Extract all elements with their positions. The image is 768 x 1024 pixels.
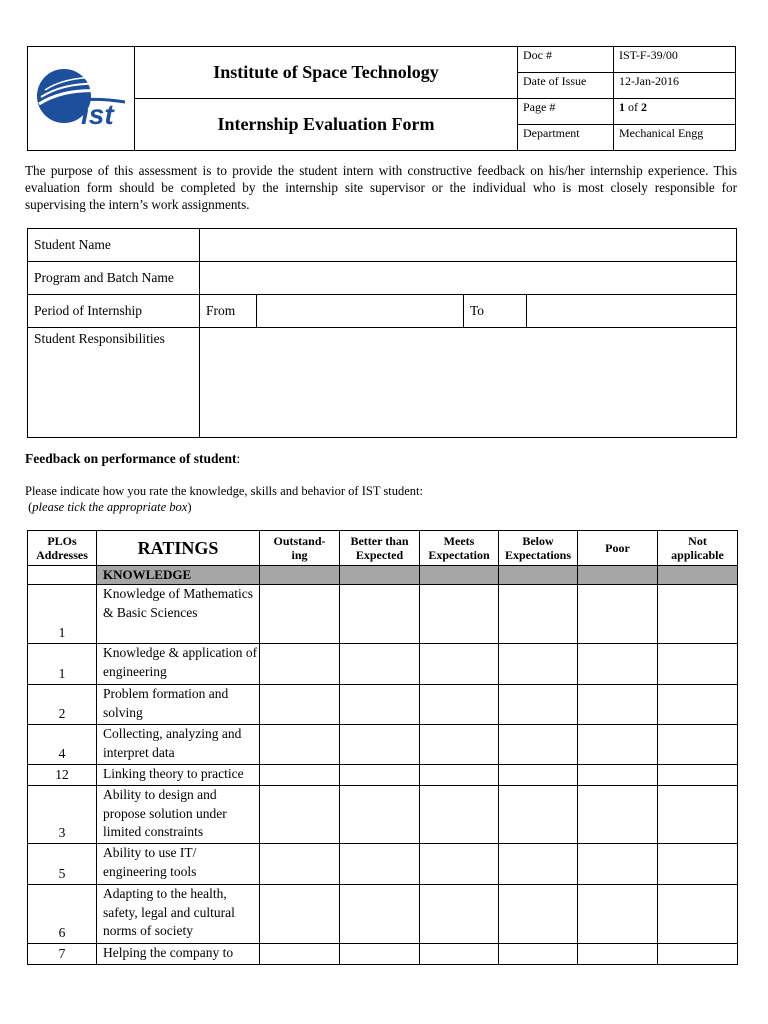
table-row bbox=[28, 944, 738, 965]
rating-checkbox-cell[interactable] bbox=[340, 844, 420, 885]
rating-checkbox-cell[interactable] bbox=[578, 765, 658, 786]
plo-cell: 4 bbox=[28, 725, 97, 765]
rating-checkbox-cell[interactable] bbox=[420, 725, 499, 765]
table-row bbox=[28, 644, 738, 685]
rating-checkbox-cell[interactable] bbox=[260, 765, 340, 786]
rating-checkbox-cell[interactable] bbox=[499, 944, 578, 965]
col-header-line2: ing bbox=[291, 548, 308, 562]
plo-cell: 6 bbox=[28, 885, 97, 944]
meta-value-date: 12-Jan-2016 bbox=[614, 73, 736, 99]
rating-checkbox-cell[interactable] bbox=[499, 844, 578, 885]
rating-checkbox-cell[interactable] bbox=[658, 885, 738, 944]
rating-checkbox-cell[interactable] bbox=[340, 644, 420, 685]
meta-value-page bbox=[614, 99, 736, 125]
table-row bbox=[28, 725, 738, 765]
student-info-table bbox=[27, 228, 737, 438]
rating-checkbox-cell[interactable] bbox=[260, 786, 340, 844]
criterion-cell: Ability to use IT/ engineering tools bbox=[97, 844, 260, 885]
to-field[interactable] bbox=[527, 295, 737, 328]
rating-checkbox-cell[interactable] bbox=[340, 685, 420, 725]
criterion-cell: Ability to design and propose solution under limited constraints bbox=[97, 786, 260, 844]
rating-checkbox-cell[interactable] bbox=[340, 885, 420, 944]
ratings-header-row bbox=[28, 531, 738, 566]
rating-checkbox-cell[interactable] bbox=[499, 644, 578, 685]
rating-checkbox-cell[interactable] bbox=[420, 685, 499, 725]
rating-checkbox-cell[interactable] bbox=[340, 944, 420, 965]
rating-checkbox-cell[interactable] bbox=[578, 725, 658, 765]
page-total: 2 bbox=[641, 100, 647, 114]
col-better-header bbox=[340, 531, 420, 566]
rating-checkbox-cell[interactable] bbox=[499, 725, 578, 765]
col-poor-header bbox=[578, 531, 658, 566]
rating-checkbox-cell[interactable] bbox=[340, 786, 420, 844]
program-batch-field[interactable] bbox=[200, 262, 737, 295]
rating-checkbox-cell[interactable] bbox=[578, 585, 658, 644]
table-row bbox=[28, 765, 738, 786]
plo-cell: 7 bbox=[28, 944, 97, 965]
meta-value-doc: IST-F-39/00 bbox=[614, 47, 736, 73]
page-of: of bbox=[628, 100, 638, 114]
table-row bbox=[28, 585, 738, 644]
col-ratings-header: RATINGS bbox=[97, 531, 260, 566]
rating-checkbox-cell[interactable] bbox=[658, 765, 738, 786]
rating-checkbox-cell[interactable] bbox=[340, 765, 420, 786]
table-row bbox=[28, 885, 738, 944]
rating-checkbox-cell[interactable] bbox=[420, 944, 499, 965]
table-row bbox=[28, 844, 738, 885]
section-fill bbox=[499, 566, 578, 585]
meta-key-date: Date of Issue bbox=[518, 73, 614, 99]
rating-checkbox-cell[interactable] bbox=[578, 944, 658, 965]
col-outstanding-header bbox=[260, 531, 340, 566]
rating-checkbox-cell[interactable] bbox=[578, 644, 658, 685]
rating-checkbox-cell[interactable] bbox=[658, 685, 738, 725]
plo-cell: 5 bbox=[28, 844, 97, 885]
plo-cell: 1 bbox=[28, 585, 97, 644]
from-field[interactable] bbox=[257, 295, 464, 328]
from-label: From bbox=[200, 295, 257, 328]
rating-checkbox-cell[interactable] bbox=[499, 786, 578, 844]
col-plo-line2: Addresses bbox=[36, 548, 88, 562]
form-title: Internship Evaluation Form bbox=[135, 99, 518, 151]
col-header-line2: Expectations bbox=[505, 548, 571, 562]
plo-cell: 1 bbox=[28, 644, 97, 685]
instruction-note-open: ( bbox=[28, 500, 33, 514]
rating-checkbox-cell[interactable] bbox=[340, 585, 420, 644]
rating-checkbox-cell[interactable] bbox=[260, 885, 340, 944]
criterion-cell: Adapting to the health, safety, legal and cultural norms of society bbox=[97, 885, 260, 944]
to-label: To bbox=[464, 295, 527, 328]
rating-checkbox-cell[interactable] bbox=[658, 944, 738, 965]
criterion-cell: Linking theory to practice bbox=[97, 765, 260, 786]
col-header-line1: Not bbox=[688, 534, 707, 548]
meta-key-doc: Doc # bbox=[518, 47, 614, 73]
col-header-line1: Better than bbox=[350, 534, 409, 548]
instruction-text: Please indicate how you rate the knowledge, skills and behavior of IST student: bbox=[25, 484, 423, 498]
col-header-line1: Outstand- bbox=[273, 534, 326, 548]
col-na-header bbox=[658, 531, 738, 566]
meta-key-department: Department bbox=[518, 125, 614, 151]
responsibilities-label: Student Responsibilities bbox=[28, 328, 200, 438]
rating-checkbox-cell[interactable] bbox=[420, 844, 499, 885]
col-header-line2: Expectation bbox=[428, 548, 490, 562]
rating-checkbox-cell[interactable] bbox=[420, 585, 499, 644]
rating-checkbox-cell[interactable] bbox=[420, 885, 499, 944]
rating-checkbox-cell[interactable] bbox=[658, 786, 738, 844]
rating-checkbox-cell[interactable] bbox=[260, 944, 340, 965]
rating-checkbox-cell[interactable] bbox=[420, 765, 499, 786]
ratings-table bbox=[27, 530, 738, 965]
rating-checkbox-cell[interactable] bbox=[260, 585, 340, 644]
rating-checkbox-cell[interactable] bbox=[260, 685, 340, 725]
rating-checkbox-cell[interactable] bbox=[578, 844, 658, 885]
svg-text:ist: ist bbox=[81, 98, 114, 130]
section-title: KNOWLEDGE bbox=[97, 566, 260, 585]
rating-checkbox-cell[interactable] bbox=[658, 585, 738, 644]
period-label: Period of Internship bbox=[28, 295, 200, 328]
plo-cell: 12 bbox=[28, 765, 97, 786]
table-row bbox=[28, 786, 738, 844]
section-fill bbox=[420, 566, 499, 585]
col-plo-header bbox=[28, 531, 97, 566]
section-plo-cell bbox=[28, 566, 97, 585]
col-header-line2: Expected bbox=[355, 548, 404, 562]
form-header bbox=[27, 46, 736, 151]
section-fill bbox=[260, 566, 340, 585]
rating-checkbox-cell[interactable] bbox=[578, 685, 658, 725]
section-fill bbox=[658, 566, 738, 585]
col-meets-header bbox=[420, 531, 499, 566]
responsibilities-field[interactable] bbox=[200, 328, 737, 438]
rating-checkbox-cell[interactable] bbox=[420, 786, 499, 844]
col-header-line1: Meets bbox=[443, 534, 475, 548]
rating-checkbox-cell[interactable] bbox=[260, 644, 340, 685]
rating-checkbox-cell[interactable] bbox=[658, 844, 738, 885]
criterion-cell: Collecting, analyzing and interpret data bbox=[97, 725, 260, 765]
student-name-label: Student Name bbox=[28, 229, 200, 262]
rating-checkbox-cell[interactable] bbox=[578, 786, 658, 844]
rating-checkbox-cell[interactable] bbox=[499, 585, 578, 644]
rating-checkbox-cell[interactable] bbox=[340, 725, 420, 765]
feedback-heading-text: Feedback on performance of student bbox=[25, 451, 237, 466]
rating-checkbox-cell[interactable] bbox=[260, 725, 340, 765]
criterion-cell: Helping the company to bbox=[97, 944, 260, 965]
meta-key-page: Page # bbox=[518, 99, 614, 125]
instruction-note-close: ) bbox=[187, 500, 192, 514]
criterion-cell: Problem formation and solving bbox=[97, 685, 260, 725]
rating-checkbox-cell[interactable] bbox=[499, 765, 578, 786]
feedback-heading: Feedback on performance of student: bbox=[25, 451, 241, 466]
col-plo-line1: PLOs bbox=[47, 534, 77, 548]
institute-name: Institute of Space Technology bbox=[135, 47, 518, 99]
meta-value-department: Mechanical Engg bbox=[614, 125, 736, 151]
rating-checkbox-cell[interactable] bbox=[658, 725, 738, 765]
rating-checkbox-cell[interactable] bbox=[260, 844, 340, 885]
plo-cell: 3 bbox=[28, 786, 97, 844]
rating-checkbox-cell[interactable] bbox=[499, 885, 578, 944]
intro-paragraph: The purpose of this assessment is to provide the student intern with constructive feedback on his/her internship experience. This evaluation form should be completed by the internship site supervisor or the individual who is most closely responsible for supervising the intern’s work assignments. bbox=[25, 163, 737, 212]
instruction bbox=[25, 483, 423, 515]
plo-cell: 2 bbox=[28, 685, 97, 725]
rating-checkbox-cell[interactable] bbox=[499, 685, 578, 725]
student-name-field[interactable] bbox=[200, 229, 737, 262]
section-fill bbox=[340, 566, 420, 585]
table-row bbox=[28, 685, 738, 725]
program-batch-label: Program and Batch Name bbox=[28, 262, 200, 295]
logo-cell bbox=[28, 47, 135, 151]
rating-checkbox-cell[interactable] bbox=[578, 885, 658, 944]
page-number: 1 bbox=[619, 100, 625, 114]
criterion-cell: Knowledge & application of engineering bbox=[97, 644, 260, 685]
section-fill bbox=[578, 566, 658, 585]
instruction-note: please tick the appropriate box bbox=[32, 500, 188, 514]
col-header-line1: Poor bbox=[605, 541, 630, 555]
section-row-knowledge bbox=[28, 566, 738, 585]
criterion-cell: Knowledge of Mathematics & Basic Sciences bbox=[97, 585, 260, 644]
col-header-line2: applicable bbox=[671, 548, 724, 562]
rating-checkbox-cell[interactable] bbox=[420, 644, 499, 685]
col-header-line1: Below bbox=[522, 534, 554, 548]
ist-logo-icon bbox=[31, 64, 131, 130]
rating-checkbox-cell[interactable] bbox=[658, 644, 738, 685]
col-below-header bbox=[499, 531, 578, 566]
